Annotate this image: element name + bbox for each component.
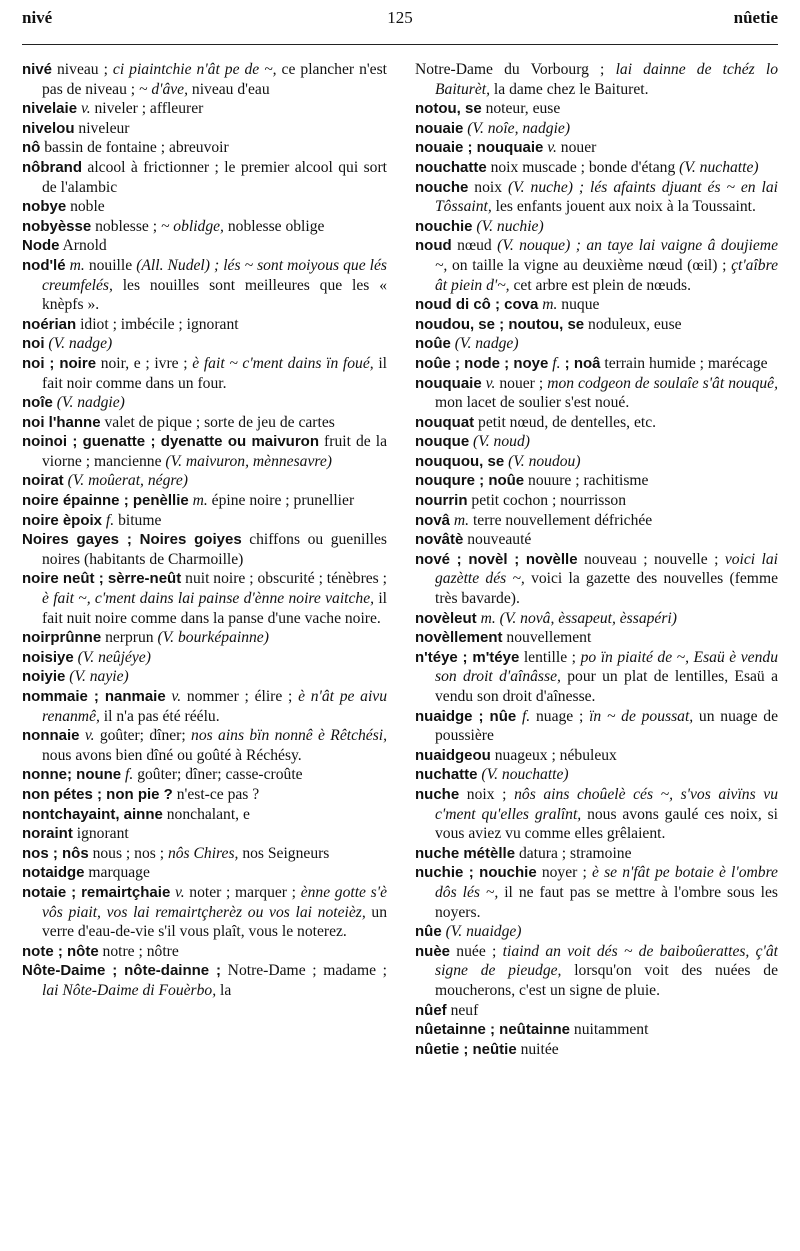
headword: noud [415, 237, 452, 255]
headword: noi [22, 335, 45, 353]
dictionary-entry [22, 805, 387, 825]
headword: nuaidge ; nûe [415, 707, 517, 725]
definition-text: nouer ; [495, 374, 548, 392]
definition-text: la dame chez le Baituret. [490, 80, 649, 98]
dictionary-entry [22, 334, 387, 354]
italic-text: è fait ~ c'ment dains ïn foué, [192, 354, 374, 372]
dictionary-entry [22, 158, 387, 197]
header-rule [22, 44, 778, 45]
definition-text: noblesse oblige [223, 217, 325, 235]
definition-text: idiot ; imbécile ; ignorant [76, 315, 239, 333]
definition-text: noblesse ; [91, 217, 161, 235]
italic-text: (V. nadgie) [52, 394, 125, 412]
dictionary-entry [22, 844, 387, 864]
italic-text: f. [121, 766, 134, 784]
definition-text: bitume [114, 511, 162, 529]
dictionary-entry [415, 491, 778, 511]
headword: nouaie ; nouquaie [415, 139, 544, 157]
italic-text: çt'aîbre ât piein d'~, [435, 256, 778, 294]
definition-text: marquage [84, 864, 150, 882]
dictionary-entry [22, 138, 387, 158]
definition-text: Notre-Dame du Vorbourg ; [415, 61, 616, 78]
headword: noirprûnne [22, 629, 102, 647]
definition-text: noyer ; [536, 864, 592, 882]
headword: noûe ; node ; noye [415, 354, 549, 372]
dictionary-entry [22, 824, 387, 844]
dictionary-entry [22, 628, 387, 648]
italic-text: v. [77, 100, 91, 118]
definition-text: un verre d'eau-de-vie s'il vous plaît, vous le noterez. [42, 903, 387, 941]
dictionary-entry [22, 60, 387, 99]
definition-text: nouer [556, 139, 597, 157]
definition-text: notre ; nôtre [98, 942, 179, 960]
definition-text: cet arbre est plein de nœuds. [509, 276, 692, 294]
headword: noirat [22, 472, 64, 490]
definition-text: épine noire ; prunellier [207, 492, 355, 510]
page-header [22, 8, 778, 38]
dictionary-entry [415, 99, 778, 119]
definition-text: nouveau ; nouvelle ; [577, 550, 725, 568]
headword: noiyie [22, 668, 66, 686]
definition-text: Arnold [59, 237, 107, 255]
dictionary-entry [415, 628, 778, 648]
definition-text: pour un plat de lentilles, Esaü a vendu son droit d'aînesse. [435, 668, 778, 705]
dictionary-entry [22, 99, 387, 119]
headword: nûetainne ; neûtainne [415, 1021, 571, 1039]
dictionary-entry [22, 413, 387, 433]
headword: nos ; nôs [22, 844, 89, 862]
dictionary-entry [415, 138, 778, 158]
headword: noisiye [22, 648, 74, 666]
definition-text: terre nouvellement défrichée [469, 511, 653, 529]
definition-text: niveau ; [52, 61, 113, 78]
dictionary-entry [22, 432, 387, 471]
definition-text: lorsqu'on voit des nuées de moucherons, c'est un signe de pluie. [435, 962, 778, 999]
italic-text: lai Nôte-Daime di Fouèrbo, [42, 981, 217, 999]
headword: nové ; novèl ; novèlle [415, 550, 578, 568]
dictionary-entry [22, 217, 387, 237]
dictionary-entry [22, 648, 387, 668]
italic-text: (V. nadge) [450, 335, 519, 353]
running-head-right: nûetie [733, 8, 778, 27]
headword: novèleut [415, 609, 477, 627]
dictionary-entry [415, 452, 778, 472]
dictionary-entry [22, 569, 387, 628]
definition-text: nuque [557, 296, 600, 314]
headword: nonne; noune [22, 766, 122, 784]
dictionary-entry [415, 530, 778, 550]
dictionary-entry [415, 785, 778, 844]
headword: noérian [22, 315, 77, 333]
dictionary-entry [415, 295, 778, 315]
definition-text: noteur, euse [481, 100, 561, 118]
headword: notaidge [22, 864, 85, 882]
definition-text: nerprun [101, 629, 158, 647]
headword: notaie ; remairtçhaie [22, 883, 171, 901]
definition-text: nouveauté [463, 531, 532, 549]
italic-text: (V. neûjéye) [73, 648, 151, 666]
headword: noire épainne ; penèllie [22, 492, 189, 510]
definition-text: alcool à frictionner ; le premier alcool qui sort de l'alambic [42, 158, 387, 196]
definition-text: chiffons ou guenilles noires (habitants de Charmoille) [42, 531, 387, 568]
dictionary-entry [22, 491, 387, 511]
headword: noudou, se ; noutou, se [415, 315, 585, 333]
headword: noraint [22, 825, 73, 843]
dictionary-entry [415, 550, 778, 609]
italic-text: (All. Nudel) ; lés ~ sont moiyous que lés creumfelés, [42, 256, 387, 294]
dictionary-entry [22, 393, 387, 413]
definition-text: nouille [84, 256, 137, 274]
headword: nobye [22, 198, 67, 216]
italic-text: nôs ains choûelè cés ~, s'vos aivïns vu c'ment qu'elles gralînt, [435, 785, 778, 823]
definition-text: nonchalant, e [162, 805, 250, 823]
italic-text: (V. nuchie) [472, 217, 544, 235]
headword: noinoi ; guenatte ; dyenatte ou maivuron [22, 433, 319, 451]
definition-text: nuée ; [450, 942, 503, 960]
definition-text: niveleur [74, 119, 130, 137]
dictionary-entry [415, 765, 778, 785]
italic-text: v. [481, 374, 496, 392]
dictionary-entry [415, 236, 778, 295]
definition-text: un nuage de poussière [435, 707, 778, 745]
italic-text: f. [102, 511, 115, 529]
italic-text: (V. nadge) [44, 335, 113, 353]
italic-text: m. [65, 256, 85, 274]
definition-text: il n'a pas été réélu. [99, 707, 220, 725]
definition-text: il fait nuit noire comme dans la panse d'une vache noire. [42, 590, 387, 627]
right-column [415, 60, 778, 1245]
italic-text: è fait ~, c'ment dains lai painse d'ènne noire vaitche, [42, 590, 375, 608]
dictionary-entry [22, 883, 387, 942]
dictionary-entry [415, 178, 778, 217]
italic-text: (V. nouchatte) [477, 766, 569, 784]
italic-text: (V. nuche) ; lés afaints djuant és ~ en lai Tôssaint, [435, 178, 778, 216]
definition-text: petit cochon ; nourrisson [467, 492, 627, 510]
definition-text: ce plancher n'est pas de niveau ; [42, 61, 387, 98]
definition-text: nommer ; élire ; [181, 688, 299, 705]
dictionary-entry [415, 844, 778, 864]
dictionary-entry [22, 197, 387, 217]
definition-text: nouure ; rachitisme [524, 472, 649, 490]
dictionary-entry [415, 707, 778, 746]
italic-text: ènne gotte s'è vôs piait, vos lai remairtçherèz ou vos lai noteièz, [42, 883, 387, 921]
dictionary-entry [415, 119, 778, 139]
definition-text: bassin de fontaine ; abreuvoir [40, 139, 229, 157]
headword: nûef [415, 1001, 447, 1019]
dictionary-entry [415, 315, 778, 335]
definition-text: ignorant [72, 825, 129, 843]
page-number: 125 [387, 8, 413, 27]
dictionary-entry [22, 256, 387, 315]
definition-text: niveler ; affleurer [90, 100, 204, 118]
dictionary-entry [415, 334, 778, 354]
italic-text: è n'ât pe aivu renanmê, [42, 688, 387, 725]
headword: nouque [415, 433, 470, 451]
dictionary-entry [415, 217, 778, 237]
italic-text: voici lai gazètte dés ~, [435, 550, 778, 588]
italic-text: (V. nuaidge) [441, 923, 522, 941]
headword: nobyèsse [22, 217, 92, 235]
headword: nommaie ; nanmaie [22, 688, 166, 705]
dictionary-entry [415, 746, 778, 766]
headword: noire èpoix [22, 511, 103, 529]
definition-text: petit nœud, de dentelles, etc. [474, 413, 657, 431]
headword: nuèe [415, 942, 451, 960]
headword: novâtè [415, 531, 464, 549]
italic-text: v. [79, 727, 95, 745]
definition-text: goûter; dîner; [94, 727, 192, 745]
italic-text: ci piaintchie n'ât pe de ~, [112, 61, 277, 78]
dictionary-entry [22, 785, 387, 805]
definition-text: la [216, 981, 232, 999]
headword: note ; nôte [22, 942, 99, 960]
definition-text: les nouilles sont meilleures que les « knèpfs ». [42, 276, 387, 314]
dictionary-entry [22, 687, 387, 726]
italic-text: (V. nuchatte) [679, 158, 759, 176]
headword: non pétes ; non pie ? [22, 785, 173, 803]
definition-text: on taille la vigne au deuxième nœud (œil) ; [447, 256, 732, 274]
left-column [22, 60, 387, 1245]
dictionary-entry [22, 942, 387, 962]
italic-text: (V. noudou) [504, 452, 581, 470]
headword: nouqure ; noûe [415, 472, 525, 490]
definition-text: nous ; nos ; [88, 844, 168, 862]
italic-text: (V. nayie) [65, 668, 129, 686]
italic-text: po ïn piaité de ~, Esaü è vendu son droit d'aînâsse, [435, 648, 778, 686]
headword: noîe [22, 394, 53, 412]
headword: nûe [415, 923, 442, 941]
definition-text: valet de pique ; sorte de jeu de cartes [100, 413, 335, 431]
dictionary-entry [415, 354, 778, 374]
definition-text: terrain humide ; marécage [600, 354, 768, 372]
definition-text: noix ; [459, 785, 515, 803]
italic-text: v. [170, 883, 185, 901]
italic-text: lai dainne de tchéz lo Baiturèt, [435, 61, 778, 98]
running-head-left: nivé [22, 8, 53, 27]
italic-text: m. [188, 492, 208, 510]
definition-text: noix [468, 178, 508, 196]
dictionary-entry [415, 158, 778, 178]
headword: nûetie ; neûtie [415, 1040, 517, 1058]
italic-text: f. [548, 354, 561, 372]
headword: nuaidgeou [415, 746, 491, 764]
headword: nôbrand [22, 158, 82, 176]
headword: nourrin [415, 492, 468, 510]
headword: n'téye ; m'téye [415, 648, 520, 666]
definition-text: voici la gazette des nouvelles (femme très bavarde). [435, 570, 778, 608]
definition-text: noble [66, 198, 105, 216]
headword: nuchatte [415, 766, 478, 784]
headword: noi l'hanne [22, 413, 101, 431]
italic-text: (V. noud) [469, 433, 530, 451]
headword: notou, se [415, 100, 482, 118]
headword: novâ [415, 511, 451, 529]
headword: nuche métèlle [415, 844, 516, 862]
italic-text: m. [450, 511, 470, 529]
dictionary-entry [22, 354, 387, 393]
headword: nouquaie [415, 374, 482, 392]
definition-text: goûter; dîner; casse-croûte [133, 766, 303, 784]
italic-text: nos ains bïn nonnê è Rêtchési, [191, 727, 387, 745]
headword: Nôte-Daime ; nôte-dainne ; [22, 962, 222, 980]
italic-text: (V. nouque) ; an taye lai vaigne â doujieme ~, [435, 237, 778, 274]
definition-text: datura ; stramoine [515, 844, 632, 862]
italic-text: (V. moûerat, négre) [63, 472, 188, 490]
headword: noud di cô ; cova [415, 296, 539, 314]
italic-text: ~ d'âve, [139, 80, 189, 98]
dictionary-entry [22, 119, 387, 139]
italic-text: f. [516, 707, 531, 725]
headword: Noires gayes ; Noires goiyes [22, 531, 242, 549]
dictionary-entry [415, 471, 778, 491]
headword: ; noâ [560, 354, 601, 372]
definition-text: Notre-Dame ; madame ; [221, 962, 387, 980]
dictionary-entry [415, 432, 778, 452]
headword: nivelaie [22, 100, 78, 118]
headword: noi ; noire [22, 354, 97, 372]
definition-text: nouvellement [502, 629, 592, 647]
definition-text: n'est-ce pas ? [172, 785, 260, 803]
headword: noûe [415, 335, 451, 353]
definition-text: il fait noir comme dans un four. [42, 354, 387, 392]
headword: nod'lé [22, 256, 66, 274]
dictionary-entry [415, 60, 778, 99]
dictionary-entry [22, 765, 387, 785]
headword: novèllement [415, 629, 503, 647]
italic-text: (V. bourképainne) [157, 629, 269, 647]
dictionary-entry [415, 609, 778, 629]
definition-text: nœud [451, 237, 498, 255]
headword: nuche [415, 785, 460, 803]
italic-text: v. [543, 139, 557, 157]
headword: nouquou, se [415, 452, 505, 470]
dictionary-entry [22, 726, 387, 765]
dictionary-entry [22, 530, 387, 569]
definition-text: il ne faut pas se mettre à l'ombre sous les noyers. [435, 883, 778, 921]
dictionary-entry [415, 1020, 778, 1040]
dictionary-entry [415, 648, 778, 707]
dictionary-entry [22, 471, 387, 491]
definition-text: nous avons bien dîné ou goûté à Réchésy. [42, 746, 302, 764]
definition-text: noduleux, euse [584, 315, 682, 333]
definition-text: mon lacet de soulier s'est noué. [435, 394, 630, 412]
definition-text: nuageux ; nébuleux [490, 746, 617, 764]
definition-text: neuf [446, 1001, 479, 1019]
italic-text: nôs Chires, [167, 844, 239, 862]
definition-text: lentille ; [519, 648, 581, 666]
definition-text: niveau d'eau [188, 80, 270, 98]
definition-text: les enfants jouent aux noix à la Toussaint. [491, 198, 756, 216]
headword: nô [22, 139, 41, 157]
headword: nouquat [415, 413, 475, 431]
definition-text: noir, e ; ivre ; [96, 354, 193, 372]
definition-text: nuit noire ; obscurité ; ténèbres ; [181, 570, 387, 588]
dictionary-entry [22, 961, 387, 1000]
headword: nivé [22, 61, 53, 78]
headword: nonnaie [22, 727, 80, 745]
italic-text: (V. noîe, nadgie) [463, 119, 571, 137]
dictionary-entry [22, 863, 387, 883]
italic-text: ïn ~ de poussat, [589, 707, 694, 725]
definition-text: noix muscade ; bonde d'étang [486, 158, 680, 176]
headword: Node [22, 237, 60, 255]
dictionary-entry [415, 1040, 778, 1060]
italic-text: mon codgeon de soulaîe s'ât nouquê, [547, 374, 778, 392]
italic-text: ~ oblidge, [160, 217, 224, 235]
dictionary-entry [22, 236, 387, 256]
italic-text: v. [165, 688, 182, 705]
definition-text: nuitée [516, 1040, 559, 1058]
headword: nivelou [22, 119, 75, 137]
dictionary-entry [415, 922, 778, 942]
dictionary-entry [415, 413, 778, 433]
definition-text: nuage ; [530, 707, 590, 725]
italic-text: m. (V. novâ, èssapeut, èssapéri) [476, 609, 677, 627]
definition-text: nous avons gaulé ces noix, si vous aviez vu comme elles grêlaient. [435, 805, 778, 843]
dictionary-entry [22, 511, 387, 531]
definition-text: noter ; marquer ; [184, 883, 301, 901]
definition-text: nuitamment [570, 1021, 649, 1039]
headword: nouchie [415, 217, 473, 235]
headword: nouchatte [415, 158, 487, 176]
headword: nouche [415, 178, 469, 196]
dictionary-entry [415, 942, 778, 1001]
dictionary-entry [415, 511, 778, 531]
italic-text: è se n'fât pe botaie è l'ombre dôs lés ~, [435, 864, 778, 901]
italic-text: m. [538, 296, 558, 314]
headword: nouaie [415, 119, 464, 137]
dictionary-entry [22, 667, 387, 687]
definition-text: nos Seigneurs [238, 844, 330, 862]
dictionary-entry [22, 315, 387, 335]
headword: noire neût ; sèrre-neût [22, 570, 182, 588]
dictionary-entry [415, 863, 778, 922]
italic-text: (V. maivuron, mènnesavre) [165, 452, 332, 470]
dictionary-entry [415, 374, 778, 413]
headword: nontchayaint, ainne [22, 805, 163, 823]
definition-text: fruit de la viorne ; mancienne [42, 433, 387, 470]
italic-text: tiaind an voit dés ~ de baiboûerattes, ç'ât signe de pieudge, [435, 942, 778, 980]
dictionary-entry [415, 1001, 778, 1021]
headword: nuchie ; nouchie [415, 864, 537, 882]
